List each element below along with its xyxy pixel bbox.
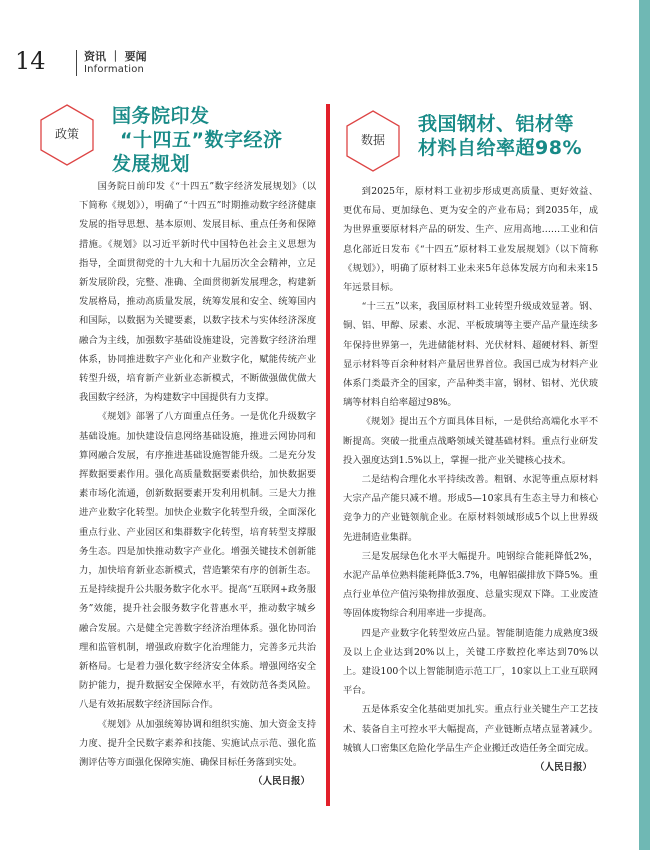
- right-title-line: 材料自给率超98%: [418, 137, 582, 159]
- data-tag-label: 数据: [360, 133, 385, 147]
- right-title-line: 我国钢材、铝材等: [418, 113, 575, 135]
- right-source: （人民日报）: [534, 762, 592, 774]
- left-title-line: 国务院印发: [112, 105, 210, 127]
- right-paragraph: 到2025年，原材料工业初步形成更高质量、更好效益、更优布局、更加绿色、更为安全的产业布局；到2035年，成为世界重要原材料产品的研发、生产、应用高地……工业和信息化部近日发布《“十四五”原材料工业发展规划》（以下简称《规划》），明确了原材料工业未来5年总体发展方向和未来15年远景目标。: [343, 186, 598, 294]
- left-paragraph: 《规划》部署了八方面重点任务。一是优化升级数字基础设施。加快建设信息网络基础设施，推进云网协同和算网融合发展，有序推进基础设施智能升级。二是充分发挥数据要素作用。强化高质量数据要素供给，加快数据要素市场化流通，创新数据要素开发利用机制。三是大力推进产业数字化转型。加快企业数字化转型升级，全面深化重点行业、产业园区和集群数字化转型，培育转型支撑服务生态。四是加快推动数字产业化。增强关键技术创新能力，加快培育新业态新模式，营造繁荣有序的创新生态。五是持续提升公共服务数字化水平。提高“互联网+政务服务”效能，提升社会服务数字化普惠水平，推动数字城乡融合发展。六是健全完善数字经济治理体系。强化协同治理和监管机制，增强政府数字化治理能力，完善多元共治新格局。七是着力强化数字经济安全体系。增强网络安全防护能力，提升数据安全保障水平，有效防范各类风险。八是有效拓展数字经济国际合作。: [79, 411, 316, 711]
- right-paragraph: 五是体系安全化基础更加扎实。重点行业关键生产工艺技术、装备自主可控水平大幅提高，产业链断点堵点显著减少。城镇人口密集区危险化学品生产企业搬迁改造任务全面完成。: [343, 704, 598, 754]
- policy-tag-label: 政策: [54, 127, 79, 141]
- page-edge-bar: [639, 0, 650, 850]
- section-subtitle: Information: [84, 64, 145, 75]
- right-article-title: [418, 112, 582, 160]
- left-article-title: [112, 104, 282, 176]
- column-divider: [326, 104, 330, 806]
- section-title: 资讯 ｜ 要闻: [84, 50, 147, 63]
- left-title-line: “十四五”数字经济: [120, 129, 283, 151]
- left-paragraph: 国务院日前印发《“十四五”数字经济发展规划》（以下简称《规划》），明确了“十四五”时期推动数字经济健康发展的指导思想、基本原则、发展目标、重点任务和保障措施。《规划》以习近平新时代中国特色社会主义思想为指导，全面贯彻党的十九大和十九届历次全会精神，立足新发展阶段，完整、准确、全面贯彻新发展理念，构建新发展格局，推动高质量发展，统筹发展和安全、统筹国内和国际，以数据为关键要素，以数字技术与实体经济深度融合为主线，加强数字基础设施建设，完善数字经济治理体系，协同推进数字产业化和产业数字化，赋能传统产业转型升级，培育新产业新业态新模式，不断做强做优做大我国数字经济，为构建数字中国提供有力支撑。: [79, 181, 316, 404]
- left-title-line: 发展规划: [112, 153, 191, 175]
- right-paragraph: 三是发展绿色化水平大幅提升。吨钢综合能耗降低2%，水泥产品单位熟料能耗降低3.7%，电解铝碳排放下降5%。重点行业单位产值污染物排放强度、总量实现双下降。工业废渣等固体废物综合利用率进一步提高。: [343, 550, 598, 620]
- right-paragraph: “十三五”以来，我国原材料工业转型升级成效显著。钢、铜、铝、甲醇、尿素、水泥、平板玻璃等主要产品产量连续多年保持世界第一，先进储能材料、光伏材料、超硬材料、新型显示材料等百余种材料产量居世界首位。我国已成为材料产业体系门类最齐全的国家，产品种类丰富，钢材、铝材、光伏玻璃等材料自给率超过98%。: [343, 301, 598, 409]
- right-article-body: [343, 182, 598, 778]
- right-paragraph: 四是产业数字化转型效应凸显。智能制造能力成熟度3级及以上企业达到20%以上，关键工序数控化率达到70%以上。建设100个以上智能制造示范工厂，10家以上工业互联网平台。: [343, 627, 598, 697]
- left-article-body: [79, 177, 316, 792]
- left-source: （人民日报）: [252, 776, 310, 788]
- page-number: 14: [15, 47, 46, 75]
- right-paragraph: 二是结构合理化水平持续改善。粗钢、水泥等重点原材料大宗产品产能只减不增。形成5—10家具有生态主导力和核心竞争力的产业链领航企业。在原材料领域形成5个以上世界级先进制造业集群。: [343, 474, 598, 543]
- left-paragraph: 《规划》从加强统筹协调和组织实施、加大资金支持力度、提升全民数字素养和技能、实施试点示范、强化监测评估等方面强化保障实施、确保目标任务落到实处。: [79, 718, 316, 769]
- right-paragraph: 《规划》提出五个方面具体目标，一是供给高端化水平不断提高。突破一批重点战略领域关键基础材料。重点行业研发投入强度达到1.5%以上，掌握一批产业关键核心技术。: [343, 416, 598, 466]
- data-tag-hexagon: [346, 110, 400, 172]
- header-divider: [76, 50, 77, 76]
- policy-tag-hexagon: [40, 104, 94, 166]
